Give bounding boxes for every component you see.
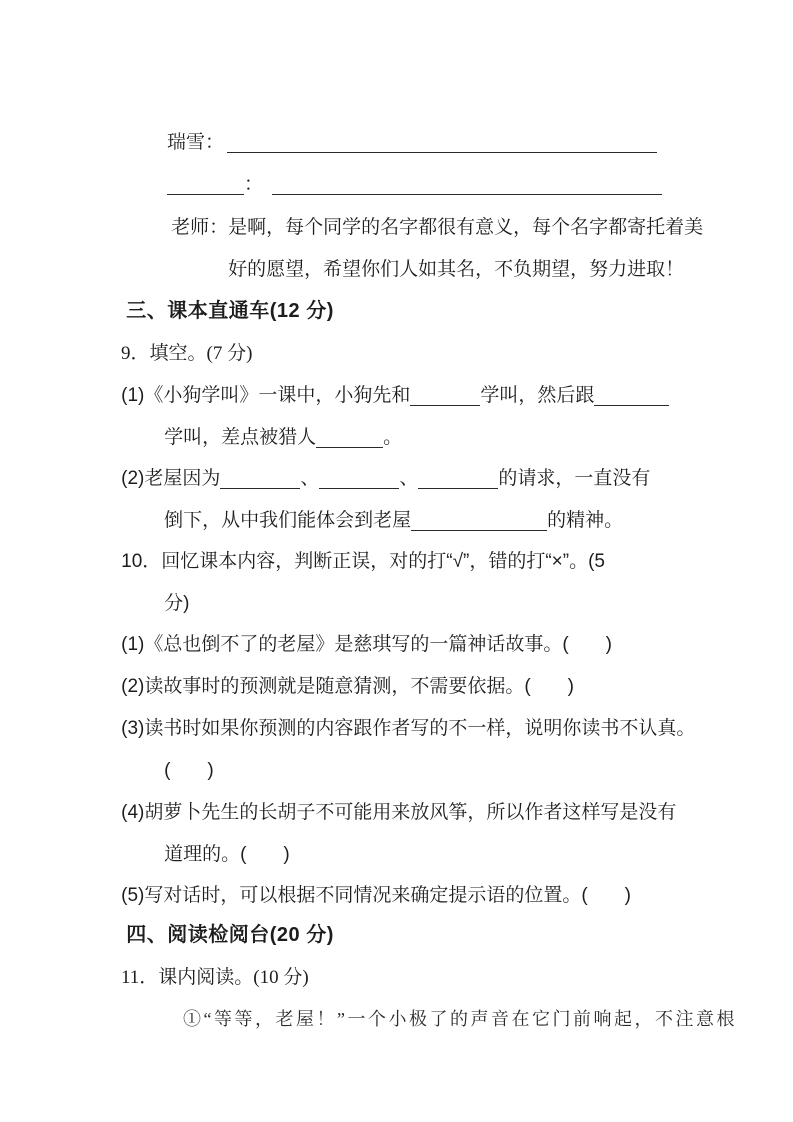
q10-item-4-text-2: 道理的。( ) [164,844,290,865]
q10-item-5-text: (5)写对话时，可以根据不同情况来确定提示语的位置。( ) [121,885,631,906]
q10-item-3-text-1: (3)读书时如果你预测的内容跟作者写的不一样，说明你读书不认真。 [121,718,696,739]
q11-passage-line1 [155,977,737,1061]
q10-item-2-text: (2)读故事时的预测就是随意猜测，不需要依据。( ) [121,676,574,697]
q11-passage-text-1: ①“等等，老屋！”一个小极了的声音在它门前响起，不注意根 [183,1009,737,1029]
q9-item2-part-a: (2)老屋因为 [121,468,221,489]
section-4-heading-text: 四、阅读检阅台(20 分) [126,924,334,946]
q9-item2-part-d: 的精神。 [547,510,624,531]
section-3-heading-text: 三、课本直通车(12 分) [126,300,334,322]
q10-stem-text-1: 10．回忆课本内容，判断正误，对的打“√”，错的打“×”。(5 [121,551,605,572]
q10-item-1-text: (1)《总也倒不了的老屋》是慈琪写的一篇神话故事。( ) [121,634,612,655]
q9-item2-sep2: 、 [399,468,419,489]
q11-stem-text: 11．课内阅读。(10 分) [121,967,309,988]
q10-stem-text-2: 分) [164,593,190,614]
q9-item1-part-c: 学叫，差点被猎人 [164,427,317,448]
q9-item2-part-c: 倒下，从中我们能体会到老屋 [164,510,412,531]
dialog-speaker-teacher: 老师： [171,217,229,238]
dialog-speaker-ruixue: 瑞雪： [167,132,225,153]
teacher-words-line1: 是啊，每个同学的名字都很有意义，每个名字都寄托着美 [228,217,704,238]
colon: ： [244,174,264,195]
q9-item2-sep1: 、 [300,468,320,489]
q10-item-4-text-1: (4)胡萝卜先生的长胡子不可能用来放风筝，所以作者这样写是没有 [121,802,677,823]
q9-item1-part-b: 学叫，然后跟 [480,385,595,406]
q9-item1-part-a: (1)《小狗学叫》一课中，小狗先和 [121,385,411,406]
teacher-words-line2: 好的愿望，希望你们人如其名，不负期望，努力进取！ [228,259,685,280]
q9-item2-part-b: 的请求，一直没有 [498,468,651,489]
q9-stem-text: 9．填空。(7 分) [121,343,253,364]
q10-item-3-answer-slot: ( ) [164,760,214,781]
answer-blank-q9-1a [410,395,480,406]
q9-item1-part-d: 。 [383,427,403,448]
answer-blank-q9-1b [594,395,669,406]
